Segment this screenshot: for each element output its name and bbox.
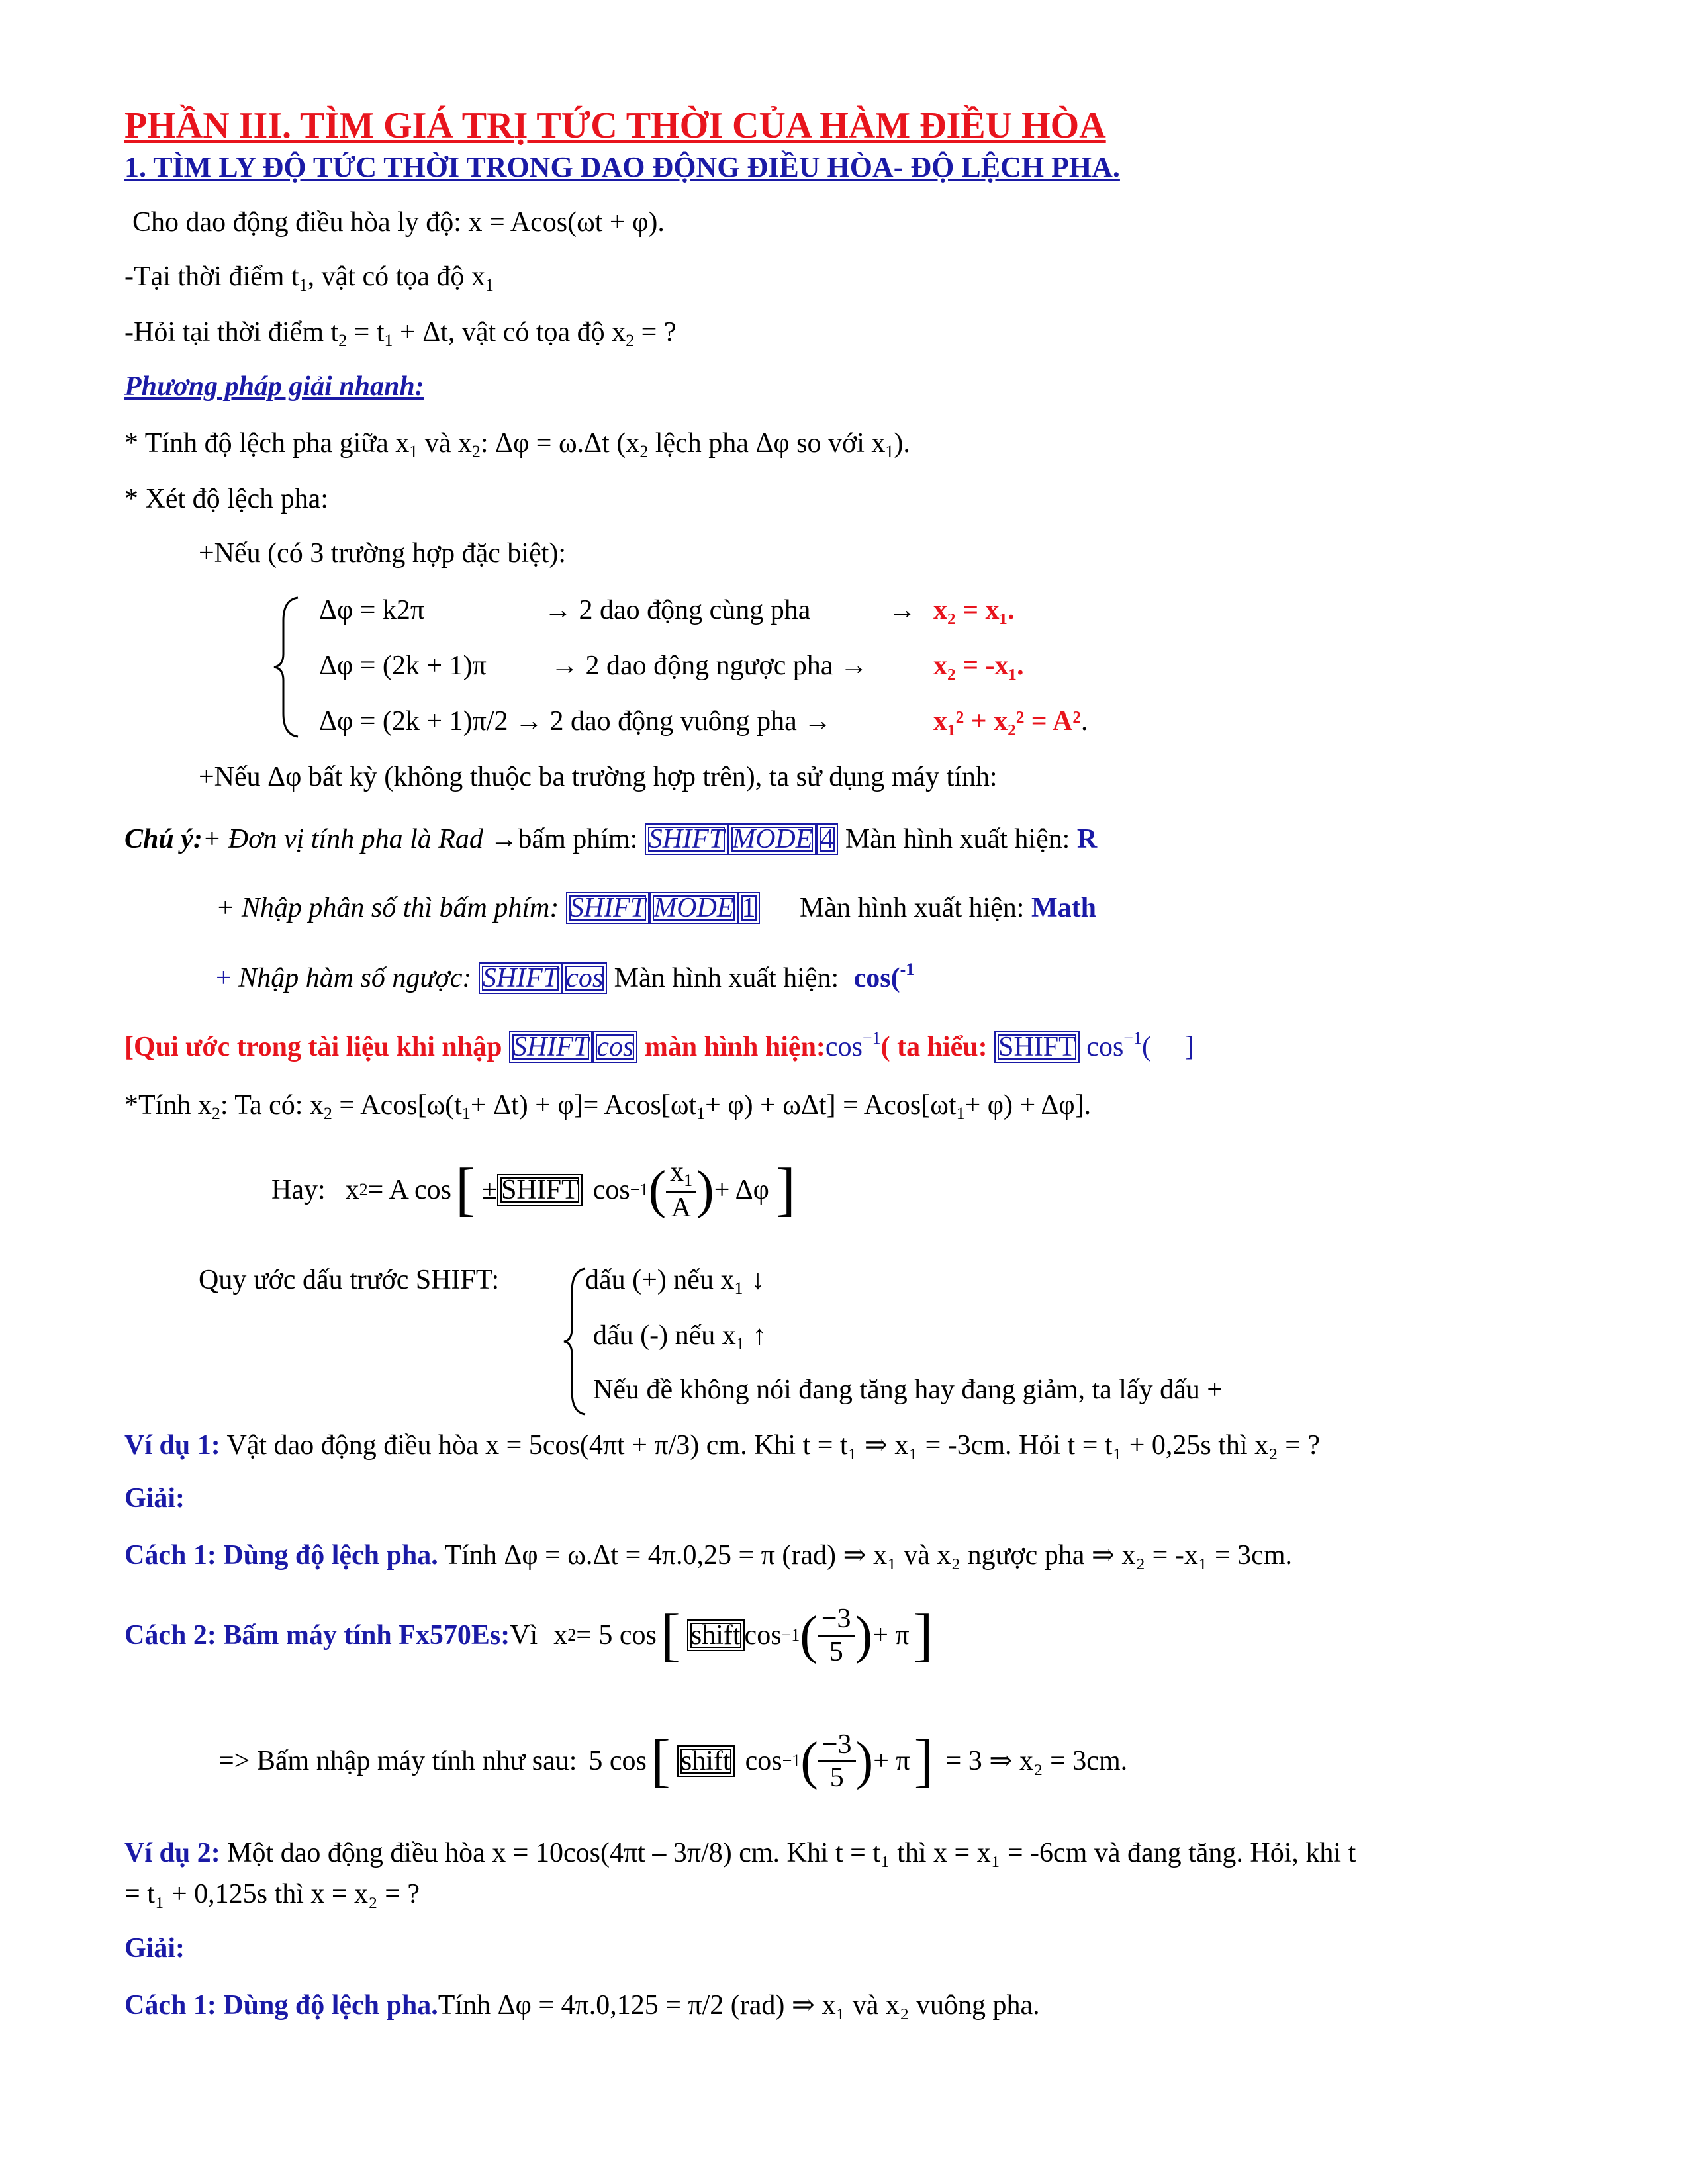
case-1: Δφ = k2π → 2 dao động cùng pha → x₂ = x₁. bbox=[319, 595, 1015, 625]
example-1: Ví dụ 1: Vật dao động điều hòa x = 5cos(4πt + π/3) cm. Khi t = t₁ ⇒ x₁ = -3cm. Hỏi t = t₁ + 0,25s thì x₂ = ? bbox=[124, 1430, 1321, 1461]
example-1-calculator-input: => Bấm nhập máy tính như sau: 5 cos [ shift cos −1 ( $\frac{-3}{5}$ ) + π ] = 3 ⇒ x₂ = 3cm. bbox=[218, 1728, 1128, 1794]
page-title: PHẦN III. TÌM GIÁ TRỊ TỨC THỜI CỦA HÀM ĐIỀU HÒA bbox=[124, 105, 1106, 146]
shift-key: SHIFT bbox=[566, 892, 649, 924]
mode-key: MODE bbox=[728, 823, 816, 855]
shift-key: SHIFT bbox=[994, 1031, 1080, 1063]
sign-2: dấu (-) nếu $x_1$ ↑ bbox=[593, 1320, 767, 1353]
cases-brace bbox=[271, 594, 305, 740]
method-line-2: * Xét độ lệch pha: bbox=[124, 484, 328, 514]
note-line-3: + Nhập hàm số ngược: SHIFT cos Màn hình xuất hiện: cos($^{-1}$ bbox=[216, 960, 915, 993]
method-title: Phương pháp giải nhanh: bbox=[124, 371, 424, 402]
intro-line-1: Cho dao động điều hòa ly độ: x = Acos(ωt + φ). bbox=[132, 207, 665, 238]
intro-line-2: -Tại thời điểm $t_1$, vật có tọa độ $x_1$ bbox=[124, 261, 494, 295]
cos-key: cos bbox=[562, 962, 607, 994]
sign-label: Quy ước dấu trước SHIFT: bbox=[199, 1265, 500, 1295]
example-2-line-2: = t₁ + 0,125s thì x = x₂ = ? bbox=[124, 1879, 420, 1909]
shift-key: SHIFT bbox=[497, 1174, 583, 1206]
case-3: Δφ = (2k + 1)π/2 → 2 dao động vuông pha → x₁² + x₂² = A². bbox=[319, 706, 1088, 737]
cos-key: cos bbox=[592, 1031, 637, 1063]
method-line-1: * Tính độ lệch pha giữa $x_1$ và $x_2$: Δφ = ω.Δt ($x_2$ lệch pha Δφ so với $x_1$). bbox=[124, 428, 910, 461]
method-line-4: +Nếu Δφ bất kỳ (không thuộc ba trường hợp trên), ta sử dụng máy tính: bbox=[199, 762, 998, 792]
hay-formula: Hay: x 2 = A cos [ ± SHIFT cos −1 ( $\frac{x_1}{A}$ ) + Δφ ] bbox=[271, 1157, 796, 1223]
intro-line-3: -Hỏi tại thời điểm $t_2 = t_1 + \Delta t$, vật có tọa độ $x_2$ = ? bbox=[124, 317, 677, 350]
case-2: Δφ = (2k + 1)π → 2 dao động ngược pha → x₂ = -x₁. bbox=[319, 651, 1024, 681]
note-line-2: + Nhập phân số thì bấm phím: SHIFT MODE 1 Màn hình xuất hiện: Math bbox=[216, 893, 1096, 923]
sign-1: dấu (+) nếu $x_1$ ↓ bbox=[585, 1265, 765, 1298]
shift-key: shift bbox=[677, 1745, 735, 1777]
solution-label-1: Giải: bbox=[124, 1483, 185, 1514]
example-1-method-1: Cách 1: Dùng độ lệch pha. Tính Δφ = ω.Δt = 4π.0,25 = π (rad) ⇒ x₁ và x₂ ngược pha ⇒ x₂ = -x₁ = 3cm. bbox=[124, 1540, 1292, 1570]
example-1-method-2: Cách 2 : Bấm máy tính Fx570Es: Vì x 2 = 5 cos [ shift cos −1 ( $\frac{-3}{5}$ ) + π ] bbox=[124, 1602, 933, 1668]
one-key: 1 bbox=[738, 892, 760, 924]
shift-key: shift bbox=[687, 1619, 745, 1651]
section-heading: 1. TÌM LY ĐỘ TỨC THỜI TRONG DAO ĐỘNG ĐIỀU HÒA- ĐỘ LỆCH PHA. bbox=[124, 151, 1120, 183]
calc-line: *Tính $x_2$: Ta có: $x_2 = Acos[\omega(t_1+ \Delta t) + \varphi]= Acos[\omega t_1+ \varphi) + \omega\Delta t] = Acos[\omega t_1+ \varphi) + \Delta\varphi$]. bbox=[124, 1090, 1092, 1123]
shift-key: SHIFT bbox=[645, 823, 728, 855]
four-key: 4 bbox=[816, 823, 838, 855]
solution-label-2: Giải: bbox=[124, 1933, 185, 1964]
shift-key: SHIFT bbox=[479, 962, 562, 994]
mode-key: MODE bbox=[649, 892, 737, 924]
example-2: Ví dụ 2: Một dao động điều hòa x = 10cos(4πt – 3π/8) cm. Khi t = t₁ thì x = x₁ = -6cm và đang tăng. Hỏi, khi t bbox=[124, 1838, 1356, 1868]
shift-key: SHIFT bbox=[509, 1031, 592, 1063]
note-line-1: Chú ý:+ Đơn vị tính pha là Rad →bấm phím: SHIFT MODE 4 Màn hình xuất hiện: R bbox=[124, 824, 1098, 854]
convention-line: [Qui ước trong tài liệu khi nhập SHIFT cos màn hình $hiện:\cos^{-1}$( ta hiểu: SHIFT $\cos^{-1}$( ] bbox=[124, 1028, 1194, 1062]
sign-3: Nếu đề không nói đang tăng hay đang giảm, ta lấy dấu + bbox=[593, 1375, 1223, 1405]
method-line-3: +Nếu (có 3 trường hợp đặc biệt): bbox=[199, 538, 567, 569]
example-2-method-1: Cách 1: Dùng độ lệch pha.Tính Δφ = 4π.0,125 = π/2 (rad) ⇒ x₁ và x₂ vuông pha. bbox=[124, 1990, 1040, 2021]
